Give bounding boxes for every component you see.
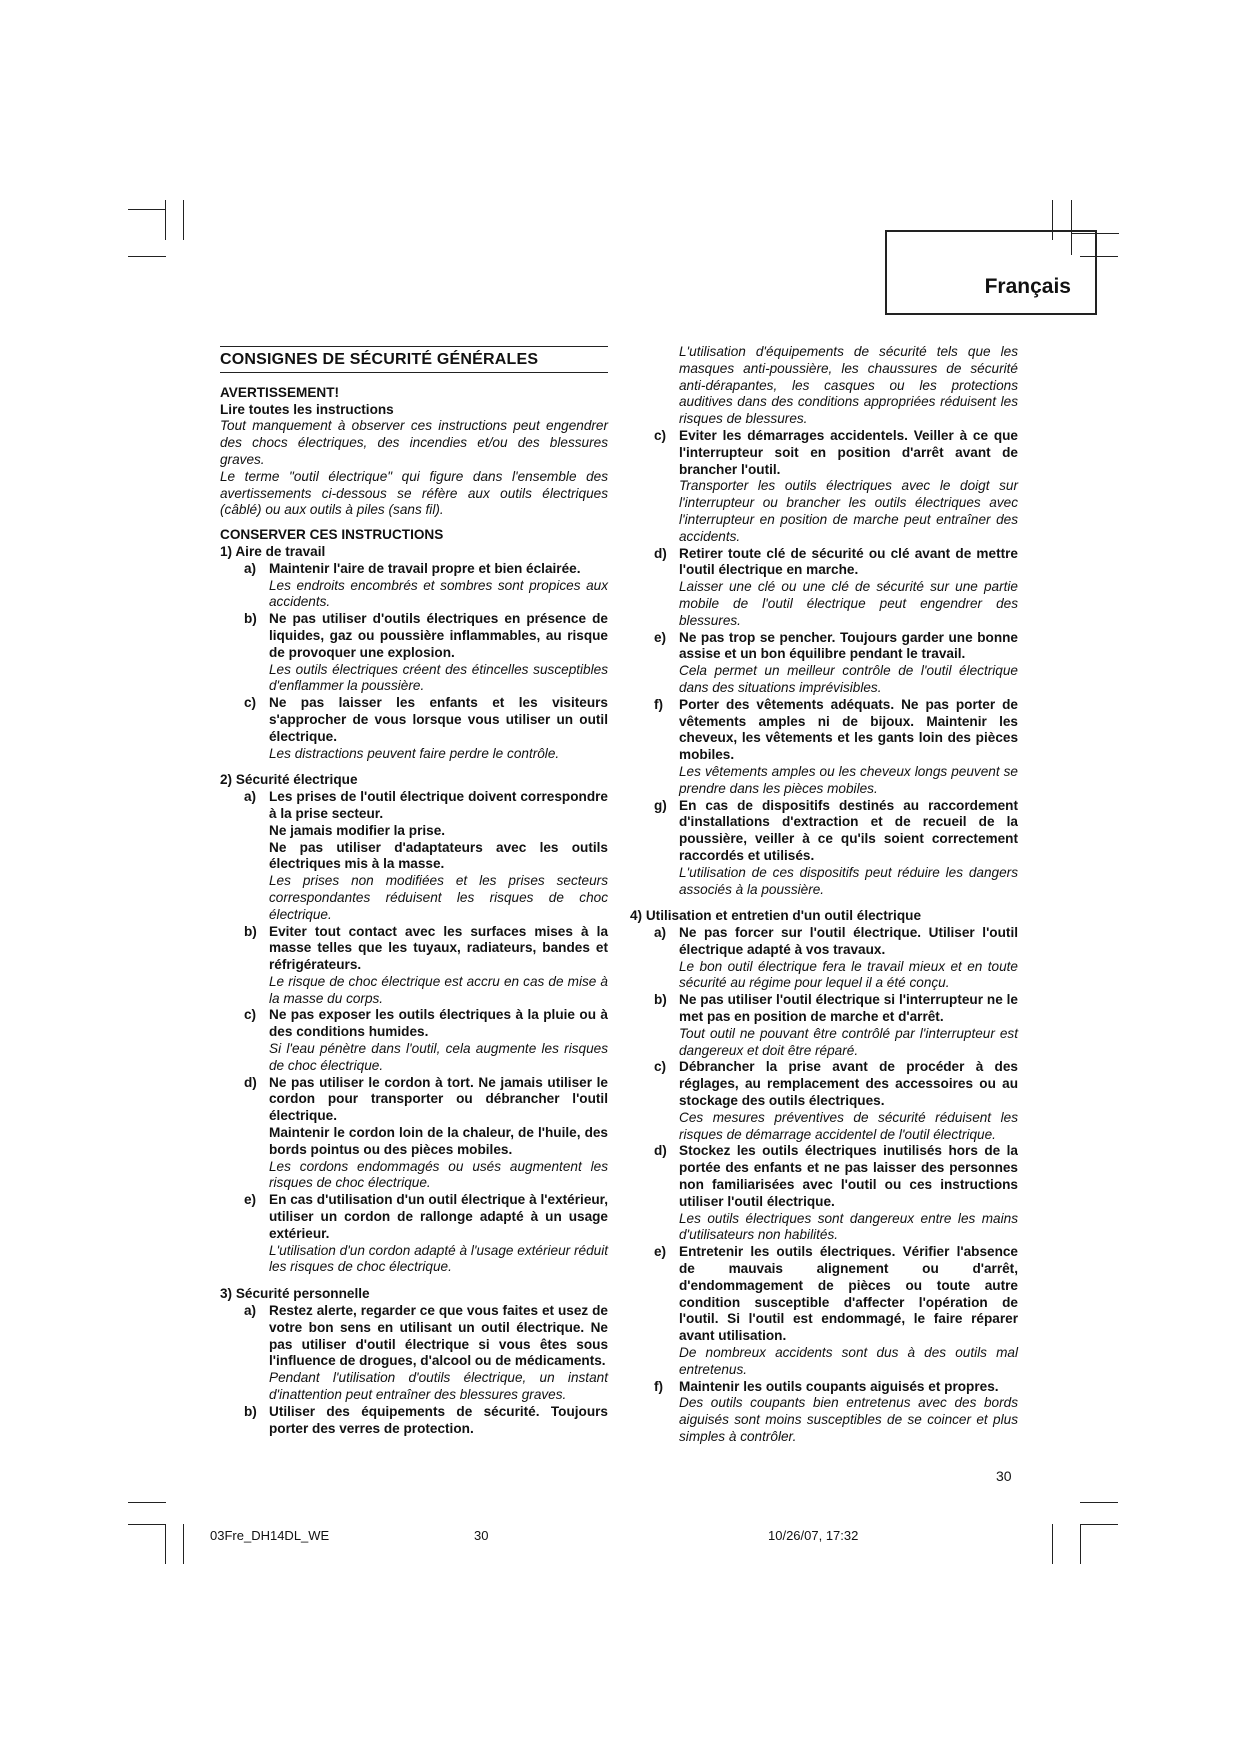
list-item: a) Les prises de l'outil électrique doivent correspondre à la prise secteur. Ne jamais modifier la prise. Ne pas utiliser d'adaptateurs avec les outils électriques mis à la masse. Les prises non modifiées et les prises secteurs correspondantes réduisent les risques de choc électrique.: [244, 789, 608, 922]
list-item: d) Retirer toute clé de sécurité ou clé avant de mettre l'outil électrique en marche. Laisser une clé ou une clé de sécurité sur une partie mobile de l'outil électrique peut engendrer des blessures.: [654, 545, 1018, 628]
list-item: a) Maintenir l'aire de travail propre et bien éclairée. Les endroits encombrés et sombres sont propices aux accidents.: [244, 560, 608, 610]
list-item: b) Ne pas utiliser l'outil électrique si l'interrupteur ne le met pas en position de marche et d'arrêt. Tout outil ne pouvant être contrôlé par l'interrupteur est dangereux et doit être réparé.: [654, 992, 1018, 1058]
crop-mark: [165, 200, 166, 240]
read-all-heading: Lire toutes les instructions: [220, 401, 394, 417]
left-column: [220, 344, 608, 1437]
list-item: a) Ne pas forcer sur l'outil électrique. Utiliser l'outil électrique adapté à vos travaux. Le bon outil électrique fera le travail mieux et en toute sécurité au régime pour lequel il a été conçu.: [654, 925, 1018, 991]
intro-text: Tout manquement à observer ces instructions peut engendrer des chocs électriques, des incendies et/ou des blessures graves.: [220, 418, 608, 467]
list-item: g) En cas de dispositifs destinés au raccordement d'installations d'extraction et de recueil de la poussière, veiller à ce qu'ils soient correctement raccordés et utilisés. L'utilisation de ces dispositifs peut réduire les dangers associés à la poussière.: [654, 797, 1018, 897]
language-label: Français: [984, 275, 1071, 298]
list-item: b) Utiliser des équipements de sécurité. Toujours porter des verres de protection.: [244, 1403, 608, 1436]
crop-mark: [128, 256, 166, 257]
list-item: f) Maintenir les outils coupants aiguisés et propres. Des outils coupants bien entretenus avec des bords aiguisés sont moins susceptibles de se coincer et plus simples à contrôler.: [654, 1378, 1018, 1444]
crop-mark: [1080, 1524, 1081, 1564]
list-item: c) Ne pas exposer les outils électriques à la pluie ou à des conditions humides. Si l'eau pénètre dans l'outil, cela augmente les risques de choc électrique.: [244, 1007, 608, 1073]
right-column: [630, 344, 1018, 1446]
subsection-title: 4) Utilisation et entretien d'un outil électrique: [630, 908, 921, 924]
crop-mark: [128, 1524, 166, 1525]
intro-text-2: Le terme "outil électrique" qui figure dans l'ensemble des avertissements ci-dessous se réfère aux outils électriques (câblé) ou aux outils à piles (sans fil).: [220, 468, 608, 518]
page-number: 30: [996, 1468, 1012, 1484]
warning-heading: AVERTISSEMENT!: [220, 384, 340, 400]
list-item: c) Ne pas laisser les enfants et les visiteurs s'approcher de vous lorsque vous utiliser un outil électrique. Les distractions peuvent faire perdre le contrôle.: [244, 695, 608, 761]
crop-mark: [128, 1502, 166, 1503]
crop-mark: [183, 200, 184, 240]
continued-text: L'utilisation d'équipements de sécurité tels que les masques anti-poussière, les chaussures de sécurité anti-dérapantes, les casques ou les protections auditives dans des conditions appropriées réduisent les risques de blessures.: [679, 344, 1018, 427]
subsection-title: 3) Sécurité personnelle: [220, 1286, 370, 1302]
footer-page: 30: [474, 1528, 489, 1543]
crop-mark: [1052, 1524, 1053, 1564]
keep-instructions: CONSERVER CES INSTRUCTIONS: [220, 527, 444, 543]
list-item: c) Débrancher la prise avant de procéder à des réglages, au remplacement des accessoires ou au stockage des outils électriques. Ces mesures préventives de sécurité réduisent les risques de démarrage accidentel de l'outil électrique.: [654, 1059, 1018, 1142]
section-title: CONSIGNES DE SÉCURITÉ GÉNÉRALES: [220, 346, 608, 373]
crop-mark: [1080, 1524, 1118, 1525]
language-label-box: [885, 230, 1097, 315]
list-item: d) Ne pas utiliser le cordon à tort. Ne jamais utiliser le cordon pour transporter ou débrancher l'outil électrique. Maintenir le cordon loin de la chaleur, de l'huile, des bords pointus ou des pièces mobiles. Les cordons endommagés ou usés augmentent les risques de choc électrique.: [244, 1074, 608, 1191]
list-item: d) Stockez les outils électriques inutilisés hors de la portée des enfants et ne pas laisser des personnes non familiarisées avec l'outil ou ces instructions utiliser l'outil électrique. Les outils électriques sont dangereux entre les mains d'utilisateurs non habilités.: [654, 1143, 1018, 1243]
footer-file: 03Fre_DH14DL_WE: [210, 1528, 330, 1543]
subsection-title: 1) Aire de travail: [220, 543, 326, 559]
list-item: a) Restez alerte, regarder ce que vous faites et usez de votre bon sens en utilisant un outil électrique. Ne pas utiliser d'outil électrique si vous êtes sous l'influence de drogues, d'alcool ou de médicaments. Pendant l'utilisation d'outils électrique, un instant d'inattention peut entraîner des blessures graves.: [244, 1303, 608, 1403]
list-item: f) Porter des vêtements adéquats. Ne pas porter de vêtements amples ni de bijoux. Maintenir les cheveux, les vêtements et les gants loin des pièces mobiles. Les vêtements amples ou les cheveux longs peuvent se prendre dans les pièces mobiles.: [654, 696, 1018, 796]
list-item: b) Ne pas utiliser d'outils électriques en présence de liquides, gaz ou poussière inflammables, au risque de provoquer une explosion. Les outils électriques créent des étincelles susceptibles d'enflammer la poussière.: [244, 611, 608, 694]
crop-mark: [1080, 1502, 1118, 1503]
crop-mark: [128, 209, 166, 210]
list-item: e) Ne pas trop se pencher. Toujours garder une bonne assise et un bon équilibre pendant le travail. Cela permet un meilleur contrôle de l'outil électrique dans des situations imprévisibles.: [654, 629, 1018, 695]
list-item: c) Eviter les démarrages accidentels. Veiller à ce que l'interrupteur soit en position d'arrêt avant de brancher l'outil. Transporter les outils électriques avec le doigt sur l'interrupteur ou brancher les outils électriques avec l'interrupteur en position de marche peut entraîner des accidents.: [654, 427, 1018, 544]
list-item: b) Eviter tout contact avec les surfaces mises à la masse telles que les tuyaux, radiateurs, bandes et réfrigérateurs. Le risque de choc électrique est accru en cas de mise à la masse du corps.: [244, 923, 608, 1006]
subsection-title: 2) Sécurité électrique: [220, 772, 358, 788]
list-item: e) En cas d'utilisation d'un outil électrique à l'extérieur, utiliser un cordon de rallonge adapté à un usage extérieur. L'utilisation d'un cordon adapté à l'usage extérieur réduit les risques de choc électrique.: [244, 1192, 608, 1275]
crop-mark: [183, 1524, 184, 1564]
crop-mark: [165, 1524, 166, 1564]
list-item: e) Entretenir les outils électriques. Vérifier l'absence de mauvais alignement ou d'arrêt, d'endommagement de pièces ou toute autre condition susceptible d'affecter l'opération de l'outil. Si l'outil est endommagé, le faire réparer avant utilisation. De nombreux accidents sont dus à des outils mal entretenus.: [654, 1244, 1018, 1377]
footer-date: 10/26/07, 17:32: [768, 1528, 859, 1543]
